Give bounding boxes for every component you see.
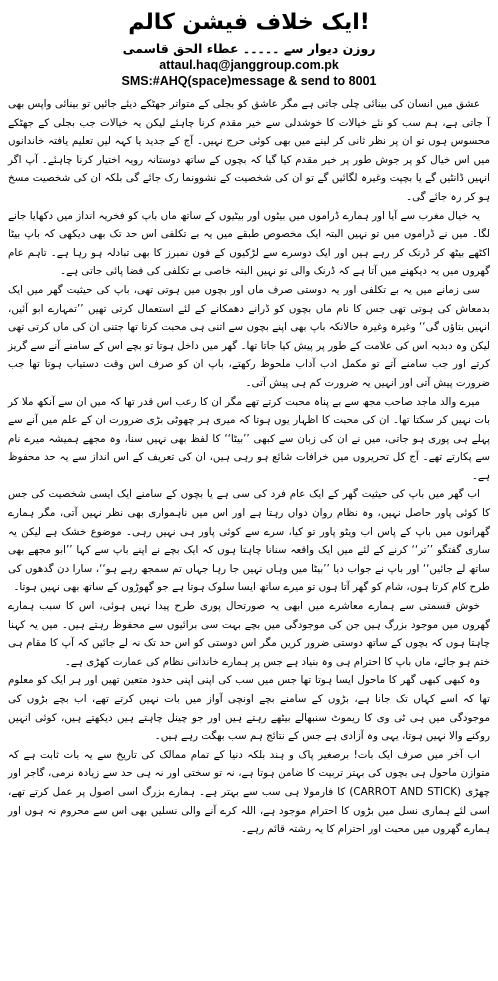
paragraph: خوش قسمتی سے ہمارے معاشرے میں ابھی یہ صورتحال پوری طرح پیدا نہیں ہوئی، اس کا سبب ہمارے گھروں میں موجود بزرگ ہیں جن کی موجودگی میں بچے بہت سی برائیوں سے محفوظ رہتے ہیں۔ میں یہ کہنا چاہتا ہوں کہ بچوں کے ساتھ دوستی ضرور کریں مگر اس دوستی کو اس حد تک نہ لے جائیں کہ آپ کا مقام ہی ختم ہو جائے، ماں باپ کا احترام ہی وہ بنیاد ہے جس پر ہمارے خاندانی نظام کی عمارت کھڑی ہے۔ (8, 600, 490, 668)
column-body (0, 95, 498, 839)
author-email: attaul.haq@janggroup.com.pk (159, 58, 339, 72)
column-byline: روزن دیوار سے ۔۔۔۔۔ عطاء الحق قاسمی (122, 41, 376, 56)
sms-instructions: SMS:#AHQ(space)message & send to 8001 (121, 74, 377, 88)
paragraph: وہ کبھی کبھی گھر کا ماحول ایسا ہوتا تھا جس میں سب کی اپنی اپنی حدود متعین تھیں اور ہر ایک کو معلوم تھا کہ اسے کہاں تک جانا ہے، بڑوں کے سامنے بچے اونچی آواز میں بات نہیں کرتے تھے، اب بچے بڑوں کی موجودگی میں ہی ٹی وی کا ریموٹ سنبھالے بیٹھے رہتے ہیں اور جو چینل چاہتے ہیں دیکھتے ہیں، کوئی انہیں روکنے والا نہیں ہوتا، یہی وہ آزادی ہے جس کے نتائج ہم سب بھگت رہے ہیں۔ (8, 674, 490, 743)
paragraph: اب گھر میں باپ کی حیثیت گھر کے ایک عام فرد کی سی ہے یا بچوں کے سامنے ایک ایسی شخصیت کی جس کا کوئی پاور حاصل نہیں، وہ نظام روان دواں رہتا ہے اور اس میں ناہمواری بھی نظر نہیں آتی، مگر ہمارے گھرانوں میں باپ کے پاس اب ویٹو پاور تو کیا، سرے سے کوئی پاور ہی نہیں رہی۔ موضوع خشک ہے لیکن یہ ساری گفتگو ’’تر‘‘ کرنے کے لئے میں ایک واقعہ سنانا چاہتا ہوں کہ ایک بچے نے اپنے باپ سے کہا ’’ابو مجھے بھی ساتھ لے جائیں‘‘ اور باپ نے جواب دیا ’’بیٹا میں وہاں نہیں جا رہا جہاں تم سمجھ رہے ہو‘‘، سارا دن گدھوں کی طرح کام کرتا ہوں، شام کو گھر آتا ہوں تو میرے ساتھ ایسا سلوک ہوتا ہے جو گھوڑوں کے ساتھ بھی نہیں ہوتا۔ (8, 488, 490, 594)
column-title: ایک خلاف فیشن کالم! (128, 10, 370, 35)
paragraph: عشق میں انسان کی بینائی چلی جاتی ہے مگر عاشق کو بجلی کے متواتر جھٹکے دیئے جائیں تو بینائی واپس بھی آ جاتی ہے، ہم سب کو نئے خیالات کا خوشدلی سے خیر مقدم کرنا چاہئے لیکن یہ خیالات جب بجلی کے جھٹکے محسوس ہوں تو ان پر نظر ثانی کر لینے میں بھی کوئی حرج نہیں۔ آج کے جدید یا کہہ لیں تعلیم یافتہ خاندانوں میں اس خیال کو پر جوش طور پر خیر مقدم کیا گیا کہ بچوں کے ساتھ دوستانہ رویہ اختیار کرنا چاہئے۔ آپ اگر انہیں ڈانٹیں گے یا بچپت وغیرہ لگائیں گے تو ان کی شخصیت کے نشوونما رک جائے گی بلکہ ان کی شخصیت مسخ ہو کر رہ جائے گی۔ (8, 98, 490, 203)
paragraph: یہ خیال مغرب سے آیا اور ہمارے ڈراموں میں بیٹوں اور بیٹیوں کے ساتھ ماں باپ کو فخریہ انداز میں دکھایا جانے لگا۔ میں نے ڈراموں میں تو نہیں البتہ ایک مخصوص طبقے میں یہ بے تکلفی اس حد تک بھی دیکھی کہ باپ بیٹا اکٹھے بیٹھ کر ڈرنک کر رہے ہیں اور ایک دوسرے سے لڑکیوں کے فون نمبرز کا بھی تبادلہ ہو رہا ہے۔ تاہم عام گھروں میں یہ دیکھنے میں آتا ہے کہ ڈرنک والی تو نہیں البتہ خاصی بے تکلفی کی فضا پائی جاتی ہے۔ (8, 209, 490, 278)
paragraph: اب آخر میں صرف ایک بات! برصغیر پاک و ہند بلکہ دنیا کے تمام ممالک کی تاریخ سے یہ بات ثابت ہے کہ متوازن ماحول ہی بچوں کی بہتر تربیت کا ضامن ہوتا ہے، نہ تو سختی اور نہ ہی حد سے زیادہ نرمی، گاجر اور چھڑی (CARROT AND STICK) کا فارمولا ہی سب سے بہتر ہے۔ ہمارے بزرگ اسی اصول پر عمل کرتے تھے، اسی لئے ہماری نسل میں بڑوں کا احترام موجود ہے، اللہ کرے آنے والی نسلیں بھی اس سے محروم نہ ہوں اور ہمارے گھروں میں محبت اور احترام کا یہ رشتہ قائم رہے۔ (8, 748, 490, 836)
paragraph: سی زمانے میں یہ بے تکلفی اور یہ دوستی صرف ماں اور بچوں میں ہوتی تھی، باپ کی حیثیت گھر میں ایک بدمعاش کی ہوتی تھی جس کا نام ماں بچوں کو ڈرانے دھمکانے کے لئے استعمال کرتی تھیں ’’تمہارے ابو آئیں، انہیں بتاؤں گی‘‘ وغیرہ وغیرہ حالانکہ باپ بھی اپنے بچوں سے اتنی ہی محبت کرتا تھا جتنی ان کی ماں کرتی تھی لیکن وہ دبدبہ اس کی علامت کے طور پر پیش کیا جاتا تھا۔ گھر میں داخل ہوتا تو بچے اس کے سامنے آنے سے گریز کرتے اور جب سامنے آتے تو مکمل ادب آداب ملحوظ رکھتے، باپ ان کو صرف اس وقت دستیاب ہوتا تھا جب ضرورت پیش آتی اور انہیں یہ ضرورت کم ہی پیش آتی۔ (8, 283, 490, 389)
paragraph: میرے والد ماجد صاحب مجھ سے بے پناہ محبت کرتے تھے مگر ان کا رعب اس قدر تھا کہ میں ان سے آنکھ ملا کر بات نہیں کر سکتا تھا۔ ان کی محبت کا اظہار یوں ہوتا کہ میری ہر چھوٹی بڑی ضرورت ان کے علم میں آنے سے پہلے ہی پوری ہو جاتی، میں نے ان کی زبان سے کبھی ’’بیٹا‘‘ کا لفظ بھی نہیں سنا، وہ مجھے ہمیشہ میرے نام سے پکارتے تھے۔ آج کل تحریروں میں خرافات شائع ہو رہی ہیں، ان کی تعریف کے اس انداز سے یہ حد محفوظ ہے۔ (8, 395, 490, 482)
